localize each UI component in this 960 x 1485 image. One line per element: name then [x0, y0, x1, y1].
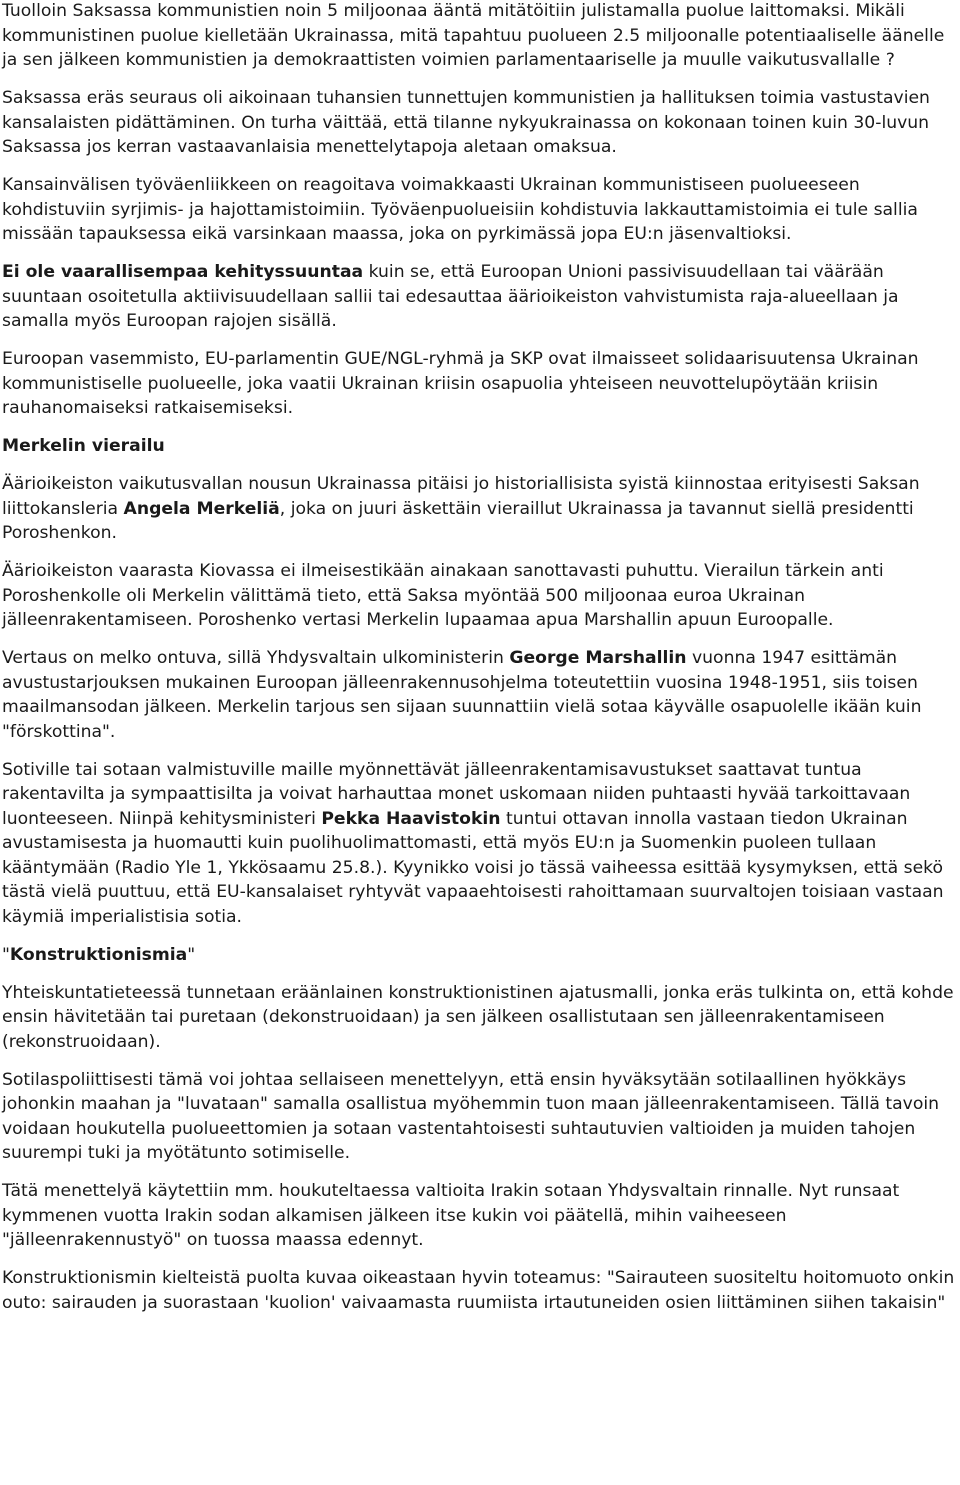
paragraph-7: Äärioikeiston vaarasta Kiovassa ei ilmeisestikään ainakaan sanottavasti puhuttu. Vierailun tärkein anti Poroshenkolle oli Merkelin välittämä tieto, että Saksa myöntää 500 miljoonaa euroa Ukrainan jälleenrakentamiseen. Poroshenko vertasi Merkelin lupaamaa apua Marshallin apuun Euroopalle. [2, 561, 884, 630]
paragraph-9: Sotiville tai sotaan valmistuville maille myönnettävät jälleenrakentamisavustukset saattavat tuntua rakentavilta ja sympaattisilta ja voivat harhauttaa monet uskomaan niiden puhtaasti hyvää tarkoittavaan luonteeseen. Niinpä kehitysministeri Pekka Haavistokin tuntui ottavan innolla vastaan tiedon Ukrainan avustamisesta ja huomautti kuin puolihuolimattomasti, että myös EU:n ja Suomenkin puoleen tullaan kääntymään (Radio Yle 1, Ykkösaamu 25.8.). Kyynikko voisi jo tässä vaiheessa esittää kysymyksen, että sekö tästä vielä puuttuu, että EU-kansalaiset ryhtyvät vapaaehtoisesti rahoittamaan suurvaltojen toisiaan vastaan käymiä imperialistisia sotia. [2, 759, 944, 927]
document-page [2, 0, 957, 1329]
paragraph-5: Euroopan vasemmisto, EU-parlamentin GUE/NGL-ryhmä ja SKP ovat ilmaisseet solidaarisuutensa Ukrainan kommunistiselle puolueelle, joka vaatii Ukrainan kriisin osapuolia yhteiseen neuvottelupöytään kriisin rauhanomaiseksi ratkaisemiseksi. [2, 349, 919, 418]
paragraph-1: Tuolloin Saksassa kommunistien noin 5 miljoonaa ääntä mitätöitiin julistamalla puolue laittomaksi. Mikäli kommunistinen puolue kielletään Ukrainassa, mitä tapahtuu puolueen 2.5 miljoonalle potentiaaliselle äänelle ja sen jälkeen kommunistien ja demokraattisten voimien parlamentaariselle ja muulle vaikutusvallalle ? [2, 1, 945, 70]
paragraph-6: Äärioikeiston vaikutusvallan nousun Ukrainassa pitäisi jo historiallisista syistä kiinnostaa erityisesti Saksan liittokansleria Angela Merkeliä, joka on juuri äskettäin vieraillut Ukrainassa ja tavannut siellä presidentti Poroshenkon. [2, 474, 920, 543]
paragraph-3: Kansainvälisen työväenliikkeen on reagoitava voimakkaasti Ukrainan kommunistiseen puolueeseen kohdistuviin syrjimis- ja hajottamistoimiin. Työväenpuolueisiin kohdistuvia lakkauttamistoimia ei tule sallia missään tapauksessa eikä varsinkaan maassa, joka on pyrkimässä jopa EU:n jäsenvaltioksi. [2, 175, 918, 244]
paragraph-2: Saksassa eräs seuraus oli aikoinaan tuhansien tunnettujen kommunistien ja hallituksen toimia vastustavien kansalaisten pidättäminen. On turha väittää, että tilanne nykyukrainassa on kokonaan toinen kuin 30-luvun Saksassa jos kerran vastaavanlaisia menettelytapoja aletaan omaksua. [2, 88, 930, 157]
person-name: George Marshallin [509, 648, 687, 668]
paragraph-11: Sotilaspoliittisesti tämä voi johtaa sellaiseen menettelyyn, että ensin hyväksytään sotilaallinen hyökkäys johonkin maahan ja "luvataan" samalla osallistua myöhemmin tuon maan jälleenrakentamiseen. Tällä tavoin voidaan houkutella puolueettomien ja sotaan vastentahtoisesti suhtautuvien valtioiden ja muiden tahojen suurempi tuki ja myötätunto sotimiselle. [2, 1069, 940, 1163]
person-name: Angela Merkeliä [123, 498, 280, 519]
paragraph-10: Yhteiskuntatieteessä tunnetaan eräänlainen konstruktionistinen ajatusmalli, jonka eräs tulkinta on, että kohde ensin hävitetään tai puretaan (dekonstruoidaan) ja sen jälkeen osallistutaan sen jälleenrakentamiseen (rekonstruoidaan). [2, 982, 954, 1052]
paragraph-12: Tätä menettelyä käytettiin mm. houkuteltaessa valtioita Irakin sotaan Yhdysvaltain rinnalle. Nyt runsaat kymmenen vuotta Irakin sodan alkamisen jälkeen itse kukin voi päätellä, mihin vaiheeseen "jälleenrakennustyö" on tuossa maassa edennyt. [2, 1181, 900, 1250]
paragraph-8: Vertaus on melko ontuva, sillä Yhdysvaltain ulkoministerin George Marshallin vuonna 1947 esittämän avustustarjouksen mukainen Euroopan jälleenrakennusohjelma toteutettiin vuosina 1948-1951, siis toisen maailmansodan jälkeen. Merkelin tarjous sen sijaan suunnattiin vielä sotaa käyvälle osapuolelle ikään kuin "förskottina". [2, 648, 922, 742]
section-heading-merkel: Merkelin vierailu [2, 436, 165, 456]
paragraph-13: Konstruktionismin kielteistä puolta kuvaa oikeastaan hyvin toteamus: "Sairauteen suositeltu hoitomuoto onkin outo: sairauden ja suorastaan 'kuolion' vaivaamasta ruumiista irtautuneiden osien liittäminen siihen takaisin" [2, 1268, 955, 1313]
paragraph-4: Ei ole vaarallisempaa kehityssuuntaa kuin se, että Euroopan Unioni passivisuudellaan tai väärään suuntaan osoitetulla aktiivisuudellaan sallii tai edesauttaa äärioikeiston vahvistumista raja-alueellaan ja samalla myös Euroopan rajojen sisällä. [2, 262, 899, 331]
person-name: Pekka Haavistokin [321, 808, 501, 829]
emphasis-text: Ei ole vaarallisempaa kehityssuuntaa [2, 262, 364, 282]
section-heading-konstruktionismia: "Konstruktionismia" [2, 944, 196, 965]
